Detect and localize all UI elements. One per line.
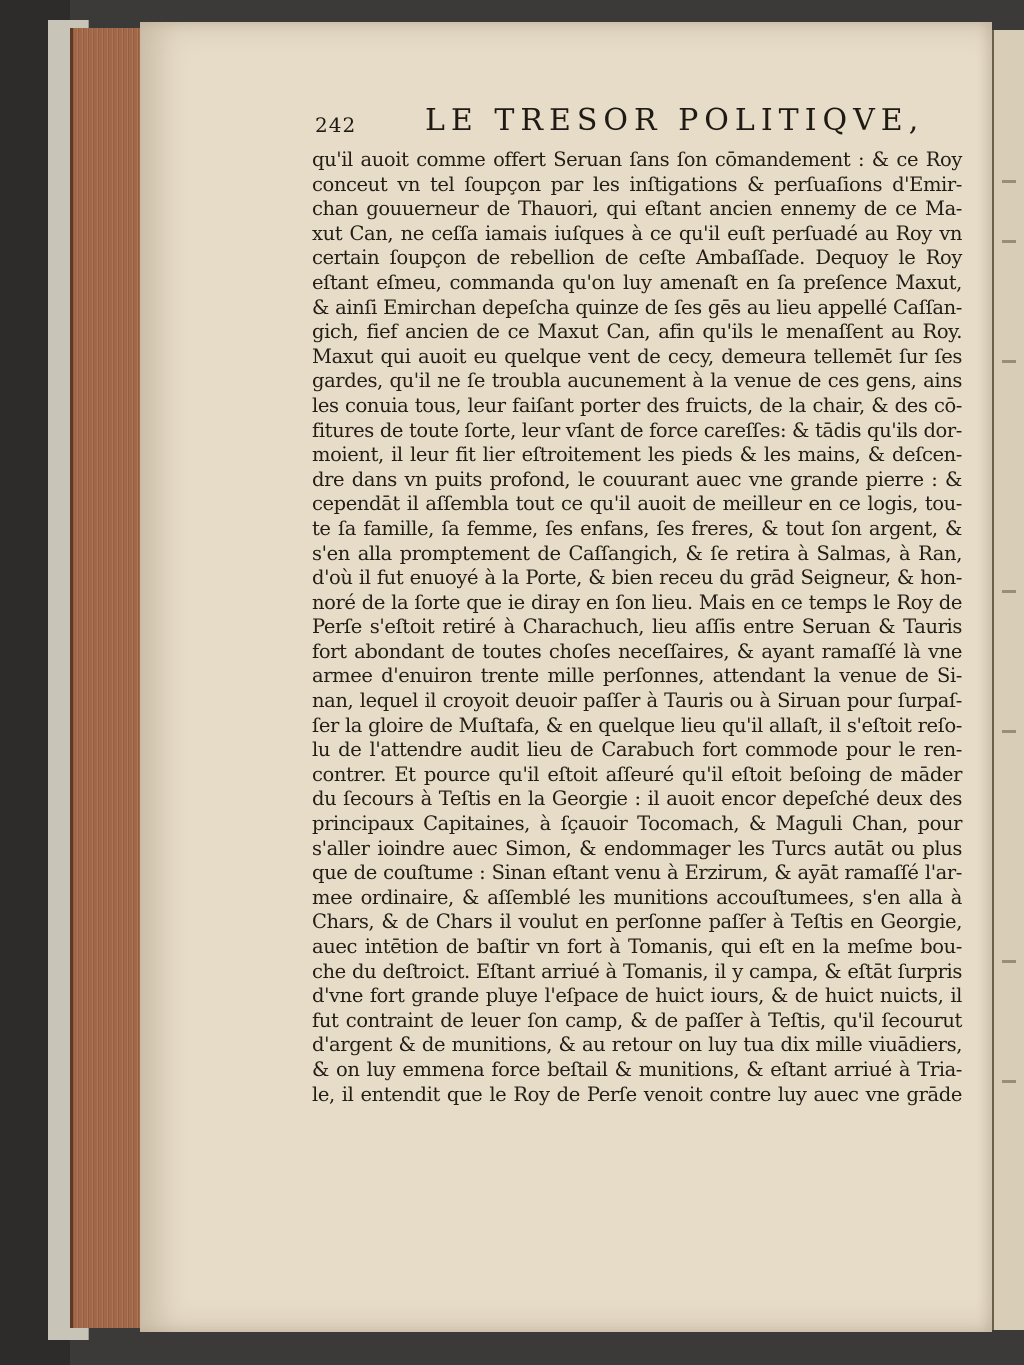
text-line: le, il entendit que le Roy de Perſe venoit contre luy auec vne grāde bbox=[312, 1082, 962, 1106]
text-line: que de couſtume : Sinan eſtant venu à Erzirum, & ayāt ramaſſé l'ar- bbox=[312, 861, 962, 885]
text-line: s'en alla promptement de Caſſangich, & ſe retira à Salmas, à Ran, bbox=[312, 541, 962, 565]
text-line: armee d'enuiron trente mille perſonnes, attendant la venue de Si- bbox=[312, 664, 962, 688]
text-line: che du deſtroict. Eſtant arriué à Tomanis, il y campa, & eſtāt ſurpris bbox=[312, 959, 962, 983]
ghost-text bbox=[1002, 180, 1016, 183]
text-line: principaux Capitaines, à ſçauoir Tocomach, & Maguli Chan, pour bbox=[312, 812, 962, 836]
text-line: te ſa famille, ſa femme, ſes enfans, ſes freres, & tout ſon argent, & bbox=[312, 516, 962, 540]
text-line: cependāt il aſſembla tout ce qu'il auoit de meilleur en ce logis, tou- bbox=[312, 492, 962, 516]
ghost-text bbox=[1002, 960, 1016, 963]
text-line: dre dans vn puits profond, le couurant auec vne grande pierre : & bbox=[312, 467, 962, 491]
text-line: certain ſoupçon de rebellion de ceſte Ambaſſade. Dequoy le Roy bbox=[312, 246, 962, 270]
text-line: moient, il leur fit lier eſtroitement les pieds & les mains, & deſcen- bbox=[312, 443, 962, 467]
text-line: & on luy emmena force beſtail & munitions, & eſtant arriué à Tria- bbox=[312, 1057, 962, 1081]
text-line: gardes, qu'il ne ſe troubla aucunement à la venue de ces gens, ains bbox=[312, 369, 962, 393]
text-line: qu'il auoit comme offert Seruan ſans ſon cōmandement : & ce Roy bbox=[312, 148, 962, 171]
ghost-text bbox=[1002, 360, 1016, 363]
running-title: LE TRESOR POLITIQVE, bbox=[425, 103, 925, 138]
text-line: fitures de toute ſorte, leur vſant de force careſſes: & tādis qu'ils dor- bbox=[312, 418, 962, 442]
text-block bbox=[312, 148, 962, 1107]
text-line: chan gouuerneur de Thauori, qui eſtant ancien ennemy de ce Ma- bbox=[312, 197, 962, 221]
text-line: Maxut qui auoit eu quelque vent de cecy, demeura tellemēt ſur ſes bbox=[312, 344, 962, 368]
text-line: fut contraint de leuer ſon camp, & de paſſer à Teſtis, qu'il ſecourut bbox=[312, 1008, 962, 1032]
facing-page-edge bbox=[992, 30, 1024, 1330]
text-line: mee ordinaire, & aſſemblé les munitions accouſtumees, s'en alla à bbox=[312, 885, 962, 909]
text-line: & ainſi Emirchan depeſcha quinze de ſes gēs au lieu appellé Caſſan- bbox=[312, 295, 962, 319]
page-number: 242 bbox=[315, 113, 357, 137]
text-line: contrer. Et pource qu'il eſtoit aſſeuré qu'il eſtoit beſoing de māder bbox=[312, 762, 962, 786]
ghost-text bbox=[1002, 730, 1016, 733]
text-line: xut Can, ne ceſſa iamais iuſques à ce qu'il euſt perſuadé au Roy vn bbox=[312, 221, 962, 245]
text-line: Perſe s'eſtoit retiré à Charachuch, lieu aſſis entre Seruan & Tauris bbox=[312, 615, 962, 639]
text-line: du ſecours à Teſtis en la Georgie : il auoit encor depeſché deux des bbox=[312, 787, 962, 811]
text-line: conceut vn tel ſoupçon par les inſtigations & perſuaſions d'Emir- bbox=[312, 172, 962, 196]
text-line: s'aller ioindre auec Simon, & endommager les Turcs autāt ou plus bbox=[312, 836, 962, 860]
text-line: d'où il fut enuoyé à la Porte, & bien receu du grād Seigneur, & hon- bbox=[312, 566, 962, 590]
ghost-text bbox=[1002, 240, 1016, 243]
text-line: auec intētion de baſtir vn fort à Tomanis, qui eſt en la meſme bou- bbox=[312, 935, 962, 958]
ghost-text bbox=[1002, 1080, 1016, 1083]
text-line: d'argent & de munitions, & au retour on luy tua dix mille viuādiers, bbox=[312, 1033, 962, 1057]
text-line: fort abondant de toutes choſes neceſſaires, & ayant ramaſſé là vne bbox=[312, 639, 962, 663]
text-line: gich, fief ancien de ce Maxut Can, afin qu'ils le menaſſent au Roy. bbox=[312, 320, 962, 344]
text-line: lu de l'attendre audit lieu de Carabuch fort commode pour le ren- bbox=[312, 738, 962, 762]
ghost-text bbox=[1002, 590, 1016, 593]
text-line: nan, lequel il croyoit deuoir paſſer à Tauris ou à Siruan pour ſurpaſ- bbox=[312, 689, 962, 713]
text-line: ſer la gloire de Muſtafa, & en quelque lieu qu'il allaſt, il s'eſtoit reſo- bbox=[312, 713, 962, 737]
text-line: les conuia tous, leur faiſant porter des fruicts, de la chair, & des cō- bbox=[312, 393, 962, 417]
text-line: Chars, & de Chars il voulut en perſonne paſſer à Teſtis en Georgie, bbox=[312, 910, 962, 934]
text-line: noré de la ſorte que ie diray en ſon lieu. Mais en ce temps le Roy de bbox=[312, 590, 962, 614]
running-head bbox=[315, 103, 925, 143]
text-line: eſtant eſmeu, commanda qu'on luy amenaſt en ſa preſence Maxut, bbox=[312, 270, 962, 294]
text-line: d'vne fort grande pluye l'eſpace de huict iours, & de huict nuicts, il bbox=[312, 984, 962, 1008]
